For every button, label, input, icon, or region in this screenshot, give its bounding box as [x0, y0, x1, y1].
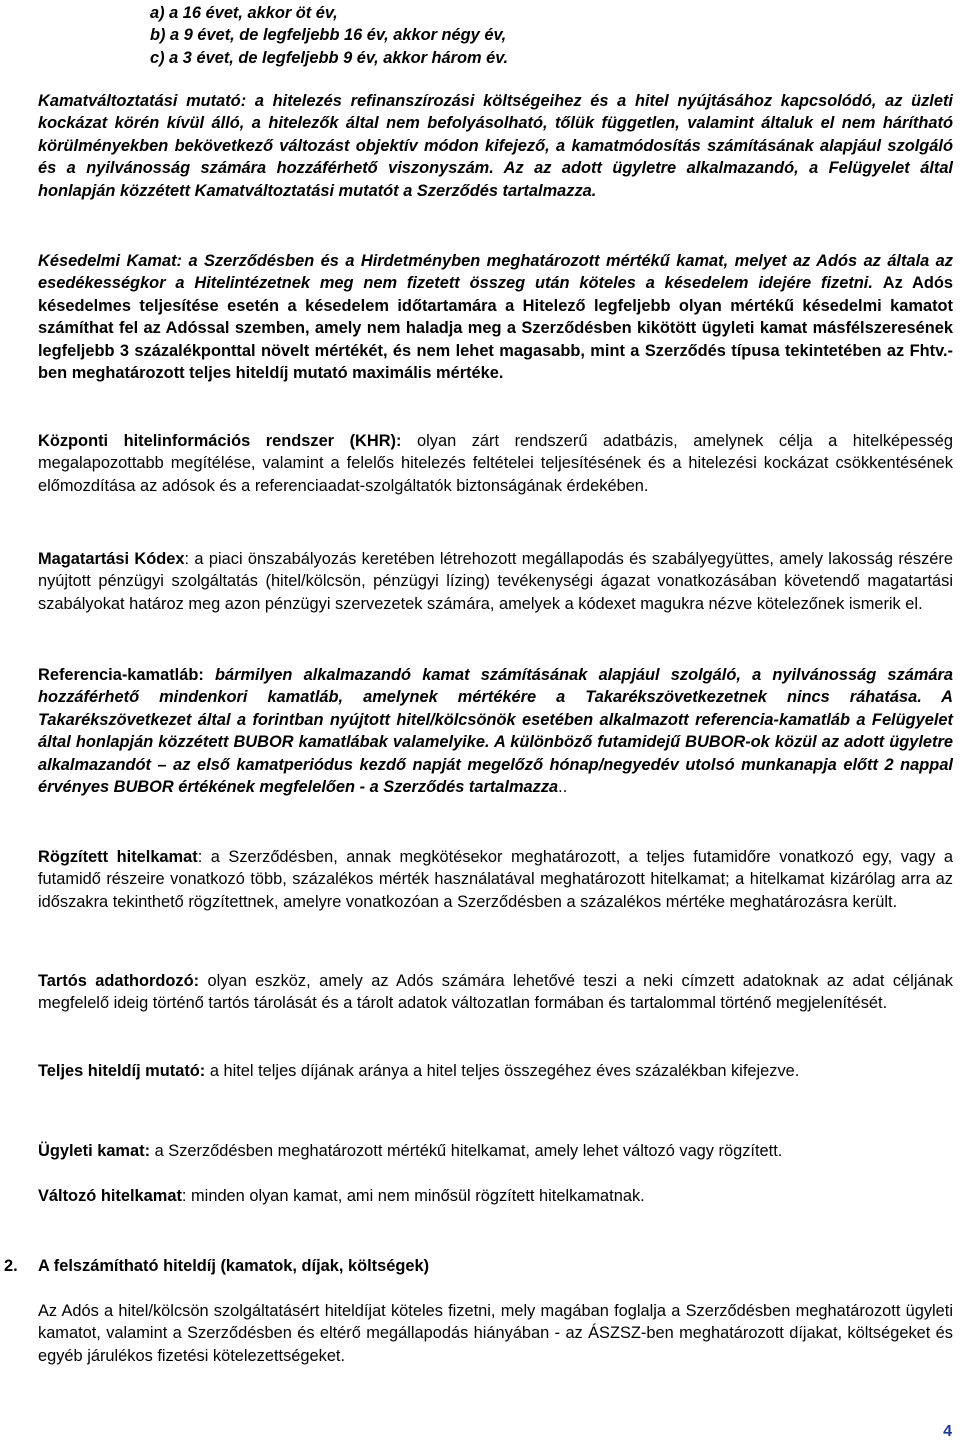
referencia-tail: ..	[558, 778, 568, 797]
valtozo-term: Változó hitelkamat	[38, 1187, 182, 1205]
term-list	[150, 2, 508, 69]
teljes-hiteldij-paragraph	[38, 1060, 953, 1082]
teljes-text: a hitel teljes díjának aránya a hitel teljes összegéhez éves százalékban kifejezve.	[205, 1062, 800, 1080]
kesedelmi-kamat-paragraph	[38, 250, 953, 384]
kamatvaltoztatasi-text2: Az az adott ügyletre alkalmazandó, a Felügyelet által honlapján közzétett Kamatváltoztatási mutatót a Szerződés tartalmazza.	[38, 159, 953, 200]
valtozo-text: : minden olyan kamat, ami nem minősül rögzített hitelkamatnak.	[181, 1187, 645, 1205]
ugyleti-kamat-paragraph	[38, 1140, 953, 1162]
ugyleti-text: a Szerződésben meghatározott mértékű hitelkamat, amely lehet változó vagy rögzített.	[150, 1142, 783, 1160]
valtozo-hitelkamat-paragraph	[38, 1185, 953, 1207]
section-heading	[4, 1255, 954, 1277]
kamatvaltoztatasi-text: Kamatváltoztatási mutató: a hitelezés refinanszírozási költségeihez és a hitel nyújtásához kapcsolódó, az üzleti kockázat körén kívül álló, a hitelezők által nem befolyásolható, tőlük független, valamint általuk el nem hárítható körülményekben bekövetkező változást objektív módon kifejező, a kamatmódosítás számításának alapjául szolgáló és a nyilvánosság számára hozzáférhető viszonyszám.	[38, 92, 953, 178]
section-title: A felszámítható hiteldíj (kamatok, díjak, költségek)	[38, 1257, 430, 1275]
khr-term: Központi hitelinformációs rendszer (KHR):	[38, 432, 402, 450]
magatartasi-text: : a piaci önszabályozás keretében létrehozott megállapodás és szabályegyüttes, amely lakosság részére nyújtott pénzügyi szolgáltatás (hitel/kölcsön, pénzügyi lízing) tevékenységi ágazat vonatkozásában követendő magatartási szabályokat határoz meg azon pénzügyi szervezetek számára, amelyek a kódexet magukra nézve kötelezőnek ismerik el.	[38, 550, 953, 613]
tartos-term: Tartós adathordozó:	[38, 972, 200, 990]
list-item: a) a 16 évet, akkor öt év,	[150, 4, 338, 22]
referencia-term: Referencia-kamatláb:	[38, 666, 204, 684]
kesedelmi-text: Késedelmi Kamat: a Szerződésben és a Hirdetményben meghatározott mértékű kamat, melyet az Adós az általa az esedékességkor a Hitelintézetnek meg nem fizetett összeg után köteles a késedelem idejére fizetni.	[38, 252, 953, 293]
magatartasi-term: Magatartási Kódex	[38, 550, 185, 568]
referencia-text2: A Takarékszövetkezet által a forintban nyújtott hitel/kölcsönök esetében alkalmazott referencia-kamatláb a Felügyelet által honlapján közzétett BUBOR kamatlábak valamelyike. A különböző futamidejű BUBOR-ok közül az adott ügyletre alkalmazandót – az első kamatperiódus kezdő napját megelőző hónap/negyedév utolsó munkanapja előtt 2 nappal érvényes BUBOR értékének megfelelően - a Szerződés tartalmazza	[38, 688, 953, 797]
list-item: b) a 9 évet, de legfeljebb 16 év, akkor négy év,	[150, 26, 507, 45]
teljes-term: Teljes hiteldíj mutató:	[38, 1062, 206, 1080]
rogzitett-hitelkamat-paragraph	[38, 846, 953, 913]
referencia-kamatlab-paragraph	[38, 664, 953, 798]
referencia-text: bármilyen alkalmazandó kamat számításának alapjául szolgáló, a nyilvánosság számára hozzáférhető mindenkori kamatláb, amelynek mértékére a Takarékszövetkezetnek nincs ráhatása.	[38, 666, 953, 707]
section-body-paragraph: Az Adós a hitel/kölcsön szolgáltatásért hiteldíjat köteles fizetni, mely magában foglalja a Szerződésben meghatározott ügyleti kamatot, valamint a Szerződésben és eltérő megállapodás hiányában - az ÁSZSZ-ben meghatározott díjakat, költségeket és egyéb járulékos fizetési kötelezettségeket.	[38, 1302, 953, 1365]
rogzitett-term: Rögzített hitelkamat	[38, 848, 198, 866]
khr-paragraph	[38, 430, 953, 497]
list-item: c) a 3 évet, de legfeljebb 9 év, akkor három év.	[150, 48, 509, 67]
page-number: 4	[943, 1423, 952, 1440]
rogzitett-text: : a Szerződésben, annak megkötésekor meghatározott, a teljes futamidőre vonatkozó egy, vagy a futamidő részeire vonatkozó több, százalékos mérték használatával meghatározott hitelkamat; a hitelkamat kizárólag arra az időszakra tekinthető rögzítettnek, amelyre vonatkozóan a Szerződésben a százalékos mértéke meghatározásra került.	[38, 848, 953, 911]
kesedelmi-text2: Az Adós késedelmes teljesítése esetén a késedelem időtartamára a Hitelező legfeljebb olyan mértékű késedelmi kamatot számíthat fel az Adóssal szemben, amely nem haladja meg a Szerződésben kikötött ügyleti kamat másfélszeresének legfeljebb 3 százalékponttal növelt mértékét, és nem lehet magasabb, mint a Szerződés típusa tekintetében az Fhtv.-ben meghatározott teljes hiteldíj mutató maximális mértéke.	[38, 274, 953, 383]
magatartasi-kodex-paragraph	[38, 548, 953, 615]
section-number: 2.	[4, 1257, 18, 1275]
khr-text: olyan zárt rendszerű adatbázis, amelynek célja a hitelképesség megalapozottabb megítélése, valamint a felelős hitelezés feltételei teljesítésének és a hitelezési kockázat csökkentésének előmozdítása az adósok és a referenciaadat-szolgáltatók biztonságának érdekében.	[38, 432, 954, 495]
ugyleti-term: Ügyleti kamat:	[38, 1142, 151, 1160]
tartos-text: olyan eszköz, amely az Adós számára lehetővé teszi a neki címzett adatoknak az adat céljának megfelelő ideig történő tartós tárolását és a tárolt adatok változatlan formában és tartalommal történő megjelenítését.	[38, 972, 953, 1013]
tartos-adathordozo-paragraph	[38, 970, 953, 1015]
kamatvaltoztatasi-paragraph	[38, 90, 953, 202]
